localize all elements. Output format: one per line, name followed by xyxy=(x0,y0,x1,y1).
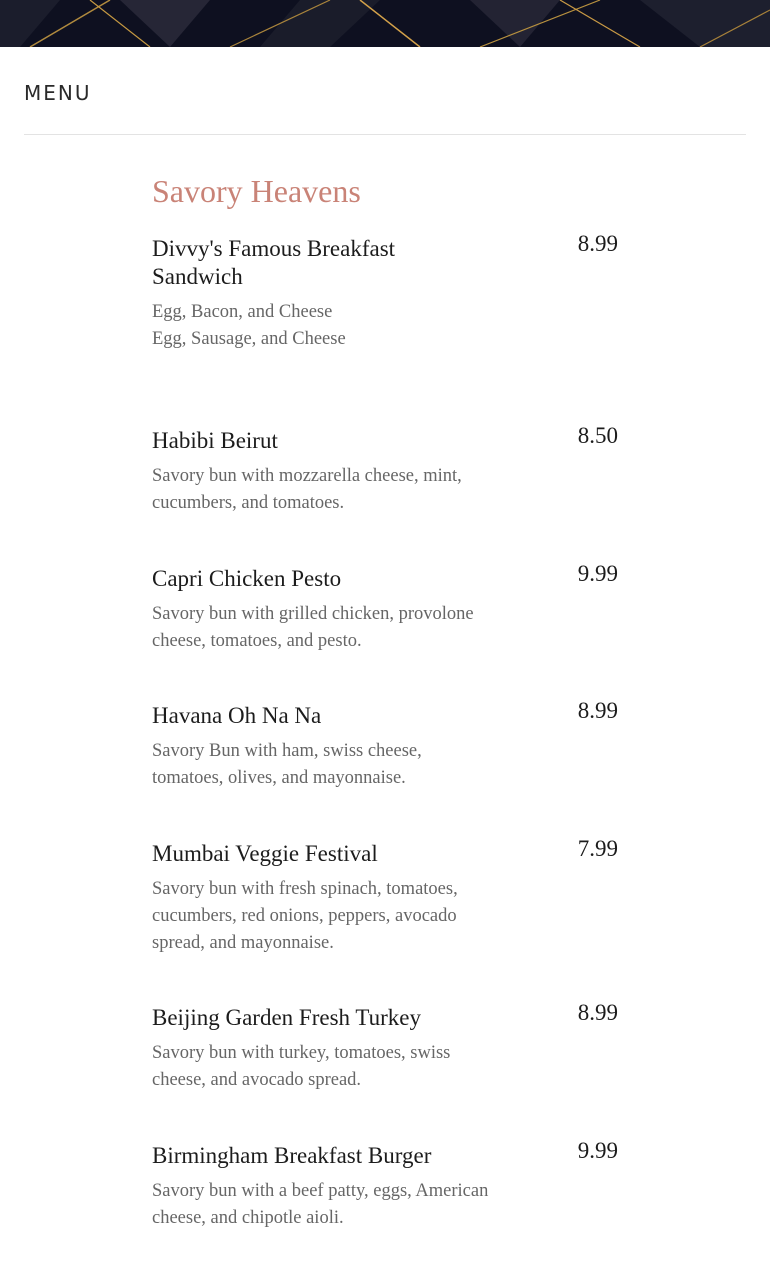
header-banner-image xyxy=(0,0,770,47)
item-description: Savory Bun with ham, swiss cheese, tomatoes, olives, and mayonnaise. xyxy=(152,741,422,788)
item-price: 9.99 xyxy=(577,1138,618,1163)
banner-pattern xyxy=(0,0,770,47)
item-name: Divvy's Famous Breakfast Sandwich xyxy=(152,236,396,289)
menu-item xyxy=(152,698,622,792)
item-name: Mumbai Veggie Festival xyxy=(152,841,378,866)
item-price: 9.99 xyxy=(577,561,618,586)
item-name: Beijing Garden Fresh Turkey xyxy=(152,1005,421,1030)
menu-item xyxy=(152,1000,622,1094)
item-description: Savory bun with grilled chicken, provolone cheese, tomatoes, and pesto. xyxy=(152,604,474,651)
menu-item xyxy=(152,836,622,957)
menu-item xyxy=(152,231,622,353)
menu-item xyxy=(152,561,622,655)
item-price: 8.99 xyxy=(577,698,618,723)
item-price: 8.99 xyxy=(577,1000,618,1025)
menu-item xyxy=(152,1138,622,1232)
item-description: Savory bun with turkey, tomatoes, swiss cheese, and avocado spread. xyxy=(152,1043,451,1090)
menu-header xyxy=(24,47,746,135)
section-title: Savory Heavens xyxy=(152,173,361,209)
item-description: Savory bun with a beef patty, eggs, American cheese, and chipotle aioli. xyxy=(152,1181,489,1228)
item-name: Capri Chicken Pesto xyxy=(152,566,342,591)
item-name: Havana Oh Na Na xyxy=(152,703,322,728)
item-price: 8.99 xyxy=(577,231,618,256)
item-description: Egg, Bacon, and Cheese Egg, Sausage, and Cheese xyxy=(152,302,346,349)
item-price: 8.50 xyxy=(577,423,618,448)
item-name: Habibi Beirut xyxy=(152,428,278,453)
item-description: Savory bun with fresh spinach, tomatoes, cucumbers, red onions, peppers, avocado spread, and mayonnaise. xyxy=(152,879,458,953)
menu-title: MENU xyxy=(24,80,92,105)
menu-item xyxy=(152,423,622,517)
item-price: 7.99 xyxy=(577,836,618,861)
item-name: Birmingham Breakfast Burger xyxy=(152,1143,432,1168)
item-description: Savory bun with mozzarella cheese, mint, cucumbers, and tomatoes. xyxy=(152,466,462,513)
